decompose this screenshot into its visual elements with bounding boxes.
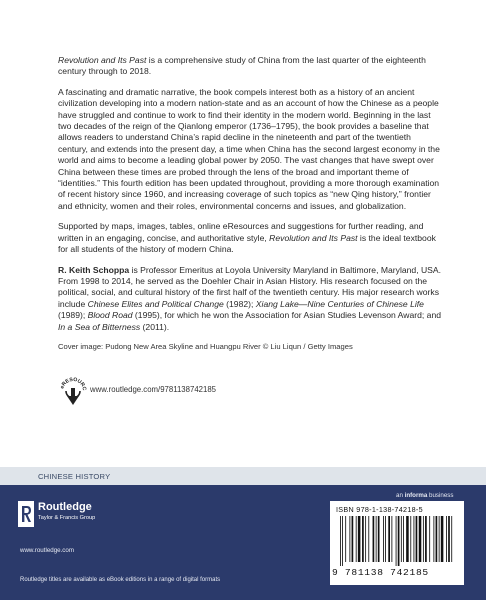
author-bio: R. Keith Schoppa is Professor Emeritus at Loyola University Maryland in Baltimore, Maryland, USA. From 1998 to 2014, he served as the Doehler Chair in Asian History. His research focused on the political, social, and cultural history of the first half of the twentieth century. His major research works include Chinese Elites and Political Change (1982); Xiang Lake—Nine Centuries of Chinese Life (1989); Blood Road (1995), for which he won the Association for Asian Studies Levenson Award; and In a Sea of Bitterness (2011). [58,264,442,332]
publisher-website[interactable]: www.routledge.com [20,547,74,554]
publisher-footer [0,485,486,600]
barcode-icon [340,516,456,566]
author-name: R. Keith Schoppa [58,264,130,275]
intro-paragraph: Revolution and Its Past is a comprehensive study of China from the last quarter of the eighteenth century through to 2018. [58,55,426,77]
eresources-link[interactable]: www.routledge.com/9781138742185 [90,385,216,394]
subject-category-bar [0,467,486,485]
isbn-label: ISBN 978-1-138-74218-5 [336,505,423,514]
cover-image-credit: Cover image: Pudong New Area Skyline and Huangpu River © Liu Liqun / Getty Images [58,341,353,351]
eresources-download-icon [58,375,88,409]
routledge-logo-icon [18,501,34,527]
ebook-availability-note: Routledge titles are available as eBook editions in a range of digital formats [20,577,221,583]
publisher-group: Taylor & Francis Group [38,515,96,521]
description-paragraph: A fascinating and dramatic narrative, the book compels interest both as a history of an ancient civilization developing into a modern nation-state and as an account of how the Chinese as a people have struggled and continue to work to find their identity in the modern world. Beginning in the last two decades of the reign of the Qianlong emperor (1736–1795), the book provides a baseline that allows readers to understand China’s rapid decline in the nineteenth and part of the twentieth century, and extends into the present day, a time when China has the second largest economy in the world and aims to become a leading global power by 2050. The vast changes that have swept over China between these times are probed through the lens of the broad and important theme of “identities.” This fourth edition has been updated throughout, providing a more thorough examination of recent history since 1960, and increasing coverage of such topics as “new Qing history,” frontier and ethnicity, women and their roles, environmental concerns and issues, and globalization. [58,86,440,211]
svg-text:eRESOURCES: eRESOURC [59,376,88,392]
barcode-digits: 9 781138 742185 [332,567,429,578]
publisher-name: Routledge [38,501,92,513]
informa-business-label: an informa business [396,492,454,499]
eresources-block [58,375,358,415]
isbn-barcode-box [330,501,464,585]
subject-label: CHINESE HISTORY [38,472,111,481]
back-cover-text [58,55,443,352]
routledge-logo [18,499,118,533]
features-paragraph: Supported by maps, images, tables, online eResources and suggestions for further reading, and written in an engaging, concise, and authoritative style, Revolution and Its Past is the ideal textbook for all students of the history of modern China. [58,221,436,255]
book-title: Revolution and Its Past [269,232,358,243]
book-title: Revolution and Its Past [58,55,147,65]
